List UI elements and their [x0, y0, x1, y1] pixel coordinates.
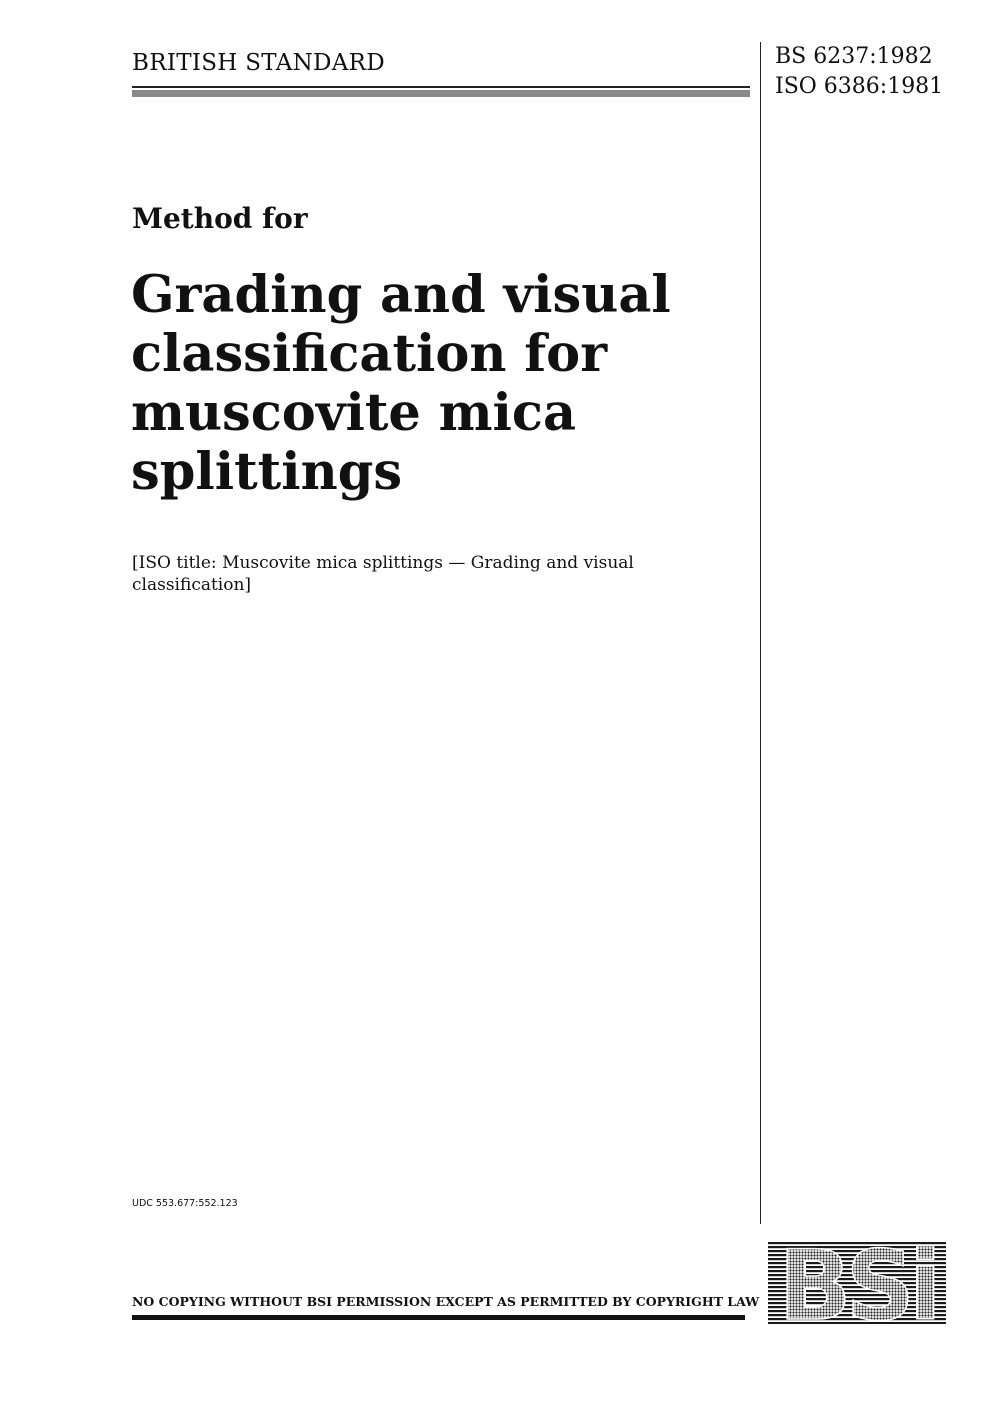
udc-code: UDC 553.677:552.123 [132, 1198, 238, 1209]
title-line: classification for [131, 324, 608, 384]
bottom-rule [132, 1315, 745, 1320]
title-line: splittings [131, 442, 403, 502]
copyright-notice: NO COPYING WITHOUT BSI PERMISSION EXCEPT AS PERMITTED BY COPYRIGHT LAW [132, 1294, 760, 1309]
header-label: BRITISH STANDARD [132, 50, 386, 76]
header-rule-grey [132, 90, 750, 97]
title-line: muscovite mica [131, 383, 577, 443]
bs-standard-number: BS 6237:1982 [775, 44, 933, 69]
logo-text: BSi [778, 1242, 936, 1324]
bsi-logo [768, 1242, 946, 1324]
title-prefix: Method for [132, 202, 308, 235]
title-line: Grading and visual [131, 265, 671, 325]
document-title [131, 266, 751, 502]
vertical-divider [760, 42, 761, 1224]
iso-title: [ISO title: Muscovite mica splittings — Grading and visual classification] [132, 553, 634, 595]
header-rule-thin [132, 86, 750, 88]
iso-standard-number: ISO 6386:1981 [775, 74, 944, 99]
